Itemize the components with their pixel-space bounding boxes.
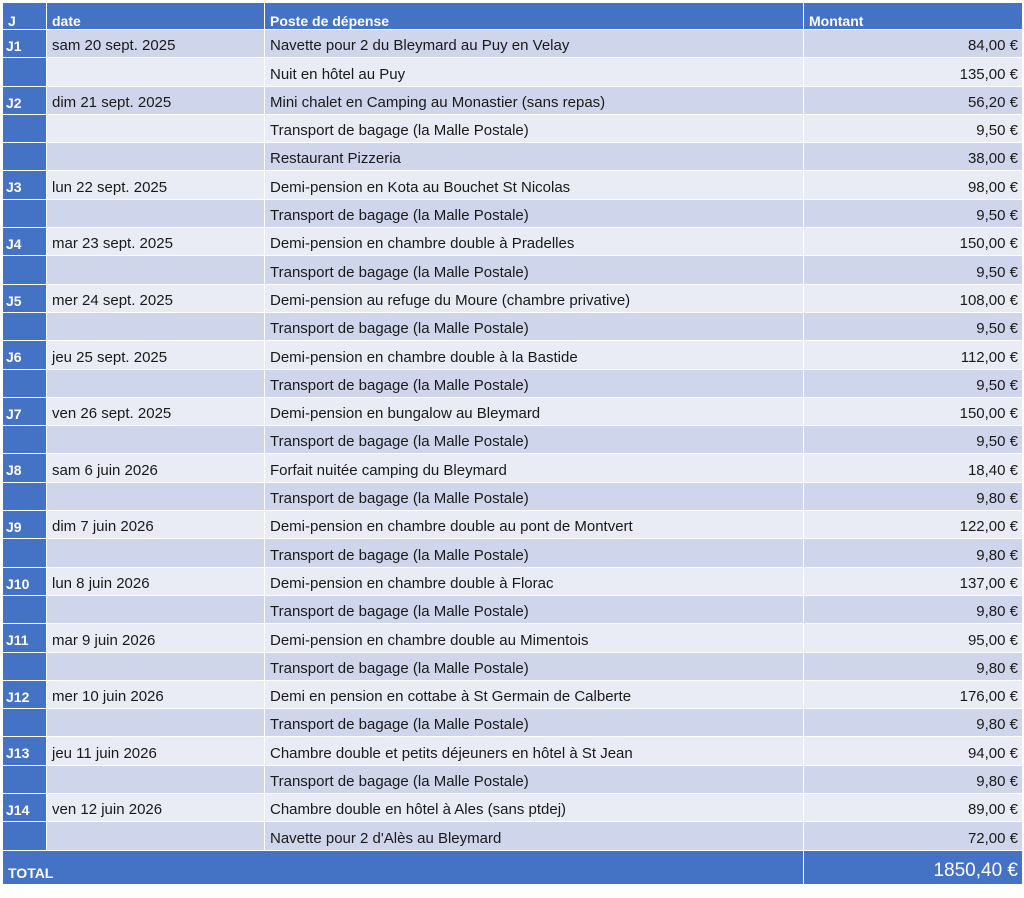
expense-cell: Transport de bagage (la Malle Postale): [265, 482, 804, 510]
date-cell: lun 22 sept. 2025: [47, 171, 265, 199]
date-cell: [47, 482, 265, 510]
table-row: [3, 794, 1023, 822]
amount-cell: 150,00 €: [804, 397, 1023, 425]
amount-cell: 38,00 €: [804, 143, 1023, 171]
table-row: [3, 30, 1023, 58]
expense-cell: Transport de bagage (la Malle Postale): [265, 765, 804, 793]
date-cell: mar 9 juin 2026: [47, 624, 265, 652]
expense-cell: Demi-pension en chambre double à la Bastide: [265, 341, 804, 369]
day-cell: J2: [3, 86, 47, 114]
header-row: [3, 3, 1023, 30]
day-cell: J11: [3, 624, 47, 652]
day-cell: [3, 709, 47, 737]
expense-cell: Chambre double et petits déjeuners en hôtel à St Jean: [265, 737, 804, 765]
day-cell: [3, 539, 47, 567]
expense-cell: Transport de bagage (la Malle Postale): [265, 652, 804, 680]
table-row: [3, 737, 1023, 765]
day-cell: [3, 199, 47, 227]
day-cell: [3, 114, 47, 142]
expense-cell: Transport de bagage (la Malle Postale): [265, 595, 804, 623]
day-cell: [3, 312, 47, 340]
table-row: [3, 595, 1023, 623]
header-montant: Montant: [804, 3, 1023, 30]
date-cell: mar 23 sept. 2025: [47, 228, 265, 256]
amount-cell: 176,00 €: [804, 680, 1023, 708]
table-row: [3, 624, 1023, 652]
table-row: [3, 482, 1023, 510]
expense-cell: Navette pour 2 d'Alès au Bleymard: [265, 822, 804, 850]
header-j: J: [3, 3, 47, 30]
amount-cell: 9,80 €: [804, 765, 1023, 793]
amount-cell: 94,00 €: [804, 737, 1023, 765]
date-cell: [47, 652, 265, 680]
expense-cell: Nuit en hôtel au Puy: [265, 58, 804, 86]
expense-cell: Demi-pension en chambre double au Mimentois: [265, 624, 804, 652]
date-cell: jeu 11 juin 2026: [47, 737, 265, 765]
expense-cell: Transport de bagage (la Malle Postale): [265, 114, 804, 142]
day-cell: [3, 143, 47, 171]
expense-cell: Demi-pension en chambre double à Pradelles: [265, 228, 804, 256]
amount-cell: 9,80 €: [804, 482, 1023, 510]
day-cell: [3, 595, 47, 623]
table-row: [3, 709, 1023, 737]
date-cell: [47, 143, 265, 171]
expense-cell: Demi-pension au refuge du Moure (chambre privative): [265, 284, 804, 312]
table-row: [3, 652, 1023, 680]
date-cell: mer 10 juin 2026: [47, 680, 265, 708]
day-cell: [3, 58, 47, 86]
amount-cell: 9,80 €: [804, 595, 1023, 623]
date-cell: ven 26 sept. 2025: [47, 397, 265, 425]
table-row: [3, 426, 1023, 454]
day-cell: J7: [3, 397, 47, 425]
date-cell: sam 6 juin 2026: [47, 454, 265, 482]
amount-cell: 150,00 €: [804, 228, 1023, 256]
table-row: [3, 454, 1023, 482]
table-row: [3, 228, 1023, 256]
expense-cell: Demi-pension en bungalow au Bleymard: [265, 397, 804, 425]
expense-cell: Demi en pension en cottabe à St Germain de Calberte: [265, 680, 804, 708]
header-date: date: [47, 3, 265, 30]
date-cell: jeu 25 sept. 2025: [47, 341, 265, 369]
expense-cell: Demi-pension en chambre double au pont de Montvert: [265, 511, 804, 539]
date-cell: dim 7 juin 2026: [47, 511, 265, 539]
expense-cell: Restaurant Pizzeria: [265, 143, 804, 171]
day-cell: J1: [3, 30, 47, 58]
date-cell: ven 12 juin 2026: [47, 794, 265, 822]
day-cell: [3, 256, 47, 284]
day-cell: [3, 482, 47, 510]
amount-cell: 72,00 €: [804, 822, 1023, 850]
amount-cell: 18,40 €: [804, 454, 1023, 482]
table-row: [3, 397, 1023, 425]
amount-cell: 122,00 €: [804, 511, 1023, 539]
day-cell: J14: [3, 794, 47, 822]
expense-table: [2, 2, 1023, 885]
day-cell: J10: [3, 567, 47, 595]
day-cell: J4: [3, 228, 47, 256]
expense-cell: Demi-pension en chambre double à Florac: [265, 567, 804, 595]
amount-cell: 9,80 €: [804, 709, 1023, 737]
table-row: [3, 369, 1023, 397]
date-cell: [47, 114, 265, 142]
date-cell: sam 20 sept. 2025: [47, 30, 265, 58]
amount-cell: 56,20 €: [804, 86, 1023, 114]
date-cell: [47, 199, 265, 227]
day-cell: [3, 652, 47, 680]
date-cell: [47, 595, 265, 623]
date-cell: dim 21 sept. 2025: [47, 86, 265, 114]
expense-cell: Transport de bagage (la Malle Postale): [265, 709, 804, 737]
day-cell: [3, 426, 47, 454]
total-label: TOTAL: [3, 850, 804, 884]
amount-cell: 108,00 €: [804, 284, 1023, 312]
expense-cell: Demi-pension en Kota au Bouchet St Nicolas: [265, 171, 804, 199]
amount-cell: 89,00 €: [804, 794, 1023, 822]
date-cell: lun 8 juin 2026: [47, 567, 265, 595]
total-value: 1850,40 €: [804, 850, 1023, 884]
table-row: [3, 143, 1023, 171]
table-row: [3, 58, 1023, 86]
amount-cell: 9,80 €: [804, 652, 1023, 680]
expense-cell: Mini chalet en Camping au Monastier (sans repas): [265, 86, 804, 114]
date-cell: [47, 312, 265, 340]
date-cell: [47, 58, 265, 86]
table-row: [3, 86, 1023, 114]
amount-cell: 9,50 €: [804, 114, 1023, 142]
amount-cell: 9,80 €: [804, 539, 1023, 567]
amount-cell: 137,00 €: [804, 567, 1023, 595]
amount-cell: 84,00 €: [804, 30, 1023, 58]
day-cell: J9: [3, 511, 47, 539]
expense-cell: Navette pour 2 du Bleymard au Puy en Velay: [265, 30, 804, 58]
date-cell: [47, 369, 265, 397]
amount-cell: 95,00 €: [804, 624, 1023, 652]
day-cell: [3, 369, 47, 397]
table-row: [3, 511, 1023, 539]
table-row: [3, 171, 1023, 199]
expense-cell: Transport de bagage (la Malle Postale): [265, 369, 804, 397]
date-cell: mer 24 sept. 2025: [47, 284, 265, 312]
table-row: [3, 341, 1023, 369]
amount-cell: 9,50 €: [804, 426, 1023, 454]
day-cell: [3, 765, 47, 793]
day-cell: J13: [3, 737, 47, 765]
day-cell: J5: [3, 284, 47, 312]
total-row: [3, 850, 1023, 884]
day-cell: J8: [3, 454, 47, 482]
amount-cell: 9,50 €: [804, 369, 1023, 397]
date-cell: [47, 765, 265, 793]
date-cell: [47, 426, 265, 454]
amount-cell: 112,00 €: [804, 341, 1023, 369]
amount-cell: 9,50 €: [804, 312, 1023, 340]
expense-cell: Transport de bagage (la Malle Postale): [265, 256, 804, 284]
expense-cell: Chambre double en hôtel à Ales (sans ptdej): [265, 794, 804, 822]
table-row: [3, 199, 1023, 227]
expense-cell: Transport de bagage (la Malle Postale): [265, 199, 804, 227]
table-row: [3, 567, 1023, 595]
amount-cell: 9,50 €: [804, 256, 1023, 284]
date-cell: [47, 709, 265, 737]
day-cell: J12: [3, 680, 47, 708]
date-cell: [47, 256, 265, 284]
table-row: [3, 539, 1023, 567]
header-poste: Poste de dépense: [265, 3, 804, 30]
table-row: [3, 680, 1023, 708]
day-cell: J3: [3, 171, 47, 199]
table-row: [3, 256, 1023, 284]
table-row: [3, 822, 1023, 850]
amount-cell: 98,00 €: [804, 171, 1023, 199]
day-cell: [3, 822, 47, 850]
table-row: [3, 765, 1023, 793]
day-cell: J6: [3, 341, 47, 369]
date-cell: [47, 539, 265, 567]
table-row: [3, 114, 1023, 142]
expense-cell: Transport de bagage (la Malle Postale): [265, 539, 804, 567]
table-row: [3, 312, 1023, 340]
table-row: [3, 284, 1023, 312]
expense-cell: Transport de bagage (la Malle Postale): [265, 426, 804, 454]
expense-cell: Forfait nuitée camping du Bleymard: [265, 454, 804, 482]
date-cell: [47, 822, 265, 850]
amount-cell: 9,50 €: [804, 199, 1023, 227]
amount-cell: 135,00 €: [804, 58, 1023, 86]
expense-cell: Transport de bagage (la Malle Postale): [265, 312, 804, 340]
